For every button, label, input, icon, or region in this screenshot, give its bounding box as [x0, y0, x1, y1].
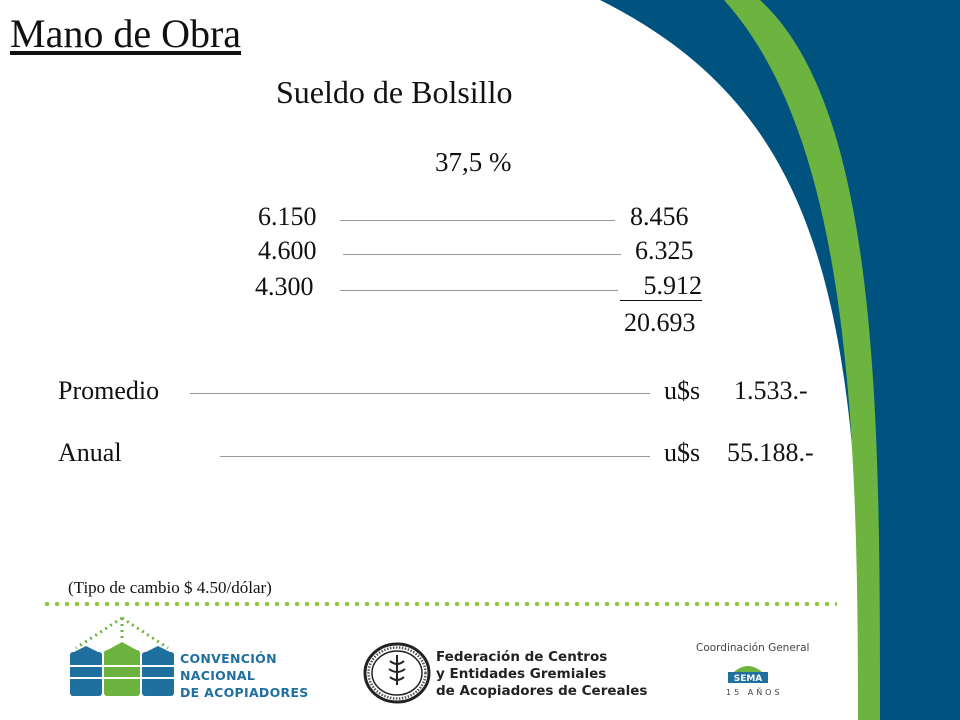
federacion-line-1: Federación de Centros	[436, 649, 608, 665]
sema-brand-text: SEMA	[733, 674, 763, 684]
sema-years-text: 15 AÑOS	[726, 688, 783, 697]
coordinacion-label: Coordinación General	[696, 642, 810, 654]
blue-arc-panel	[600, 0, 960, 720]
total-value: 20.693	[624, 308, 696, 337]
row-3-left-value: 4.300	[255, 272, 314, 301]
anual-label: Anual	[58, 438, 122, 467]
row-1-left-value: 6.150	[258, 202, 317, 231]
anual-leader-line	[220, 456, 650, 457]
federacion-logo-text	[436, 649, 647, 700]
row-2-left-value: 4.600	[258, 236, 317, 265]
federacion-seal-icon	[362, 641, 432, 705]
cna-line-1: CONVENCIÓN	[180, 651, 277, 666]
cna-line-3: DE ACOPIADORES	[180, 685, 309, 700]
row-2-right-value: 6.325	[635, 236, 694, 265]
cna-line-2: NACIONAL	[180, 668, 256, 683]
row-3-leader-line	[340, 290, 618, 291]
row-2-leader-line	[343, 254, 621, 255]
promedio-leader-line	[190, 393, 650, 394]
dotted-divider	[42, 600, 837, 608]
page-title: Mano de Obra	[10, 11, 242, 56]
federacion-line-3: de Acopiadores de Cereales	[436, 683, 648, 699]
row-1-right-value: 8.456	[630, 202, 689, 231]
cna-logo-text	[180, 650, 309, 701]
cna-logo-icon	[66, 616, 178, 698]
anual-value: 55.188.-	[727, 438, 814, 467]
federacion-line-2: y Entidades Gremiales	[436, 666, 607, 682]
anual-currency: u$s	[664, 438, 701, 467]
promedio-value: 1.533.-	[734, 376, 808, 405]
row-3-right-value: 5.912	[620, 272, 702, 301]
page-subtitle: Sueldo de Bolsillo	[276, 74, 513, 110]
promedio-currency: u$s	[664, 376, 701, 405]
percentage-label: 37,5 %	[435, 147, 512, 177]
promedio-label: Promedio	[58, 376, 160, 405]
exchange-rate-note: (Tipo de cambio $ 4.50/dólar)	[68, 578, 272, 597]
row-1-leader-line	[340, 220, 615, 221]
sema-logo-icon	[726, 660, 770, 686]
